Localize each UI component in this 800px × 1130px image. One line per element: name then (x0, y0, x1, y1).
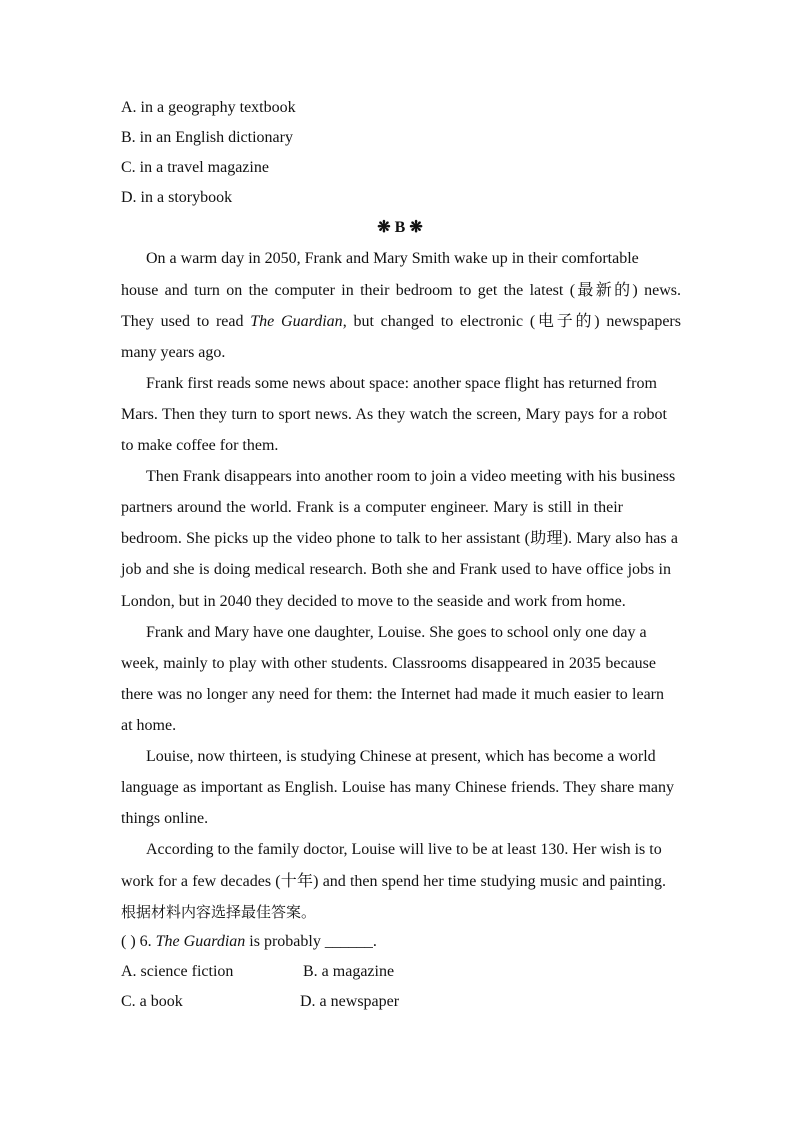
passage-line: week, mainly to play with other students. Classrooms disappeared in 2035 because (121, 655, 656, 672)
option-a: A. science fiction (121, 963, 234, 980)
passage-line: London, but in 2040 they decided to move to the seaside and work from home. (121, 593, 626, 610)
passage-line: Then Frank disappears into another room to join a video meeting with his business (146, 468, 676, 485)
question-italic-title: The Guardian (155, 933, 246, 950)
passage-line: According to the family doctor, Louise will live to be at least 130. Her wish is to (146, 841, 662, 858)
passage-line: Frank and Mary have one daughter, Louise. She goes to school only one day a (146, 624, 647, 641)
question-stem: is probably ______. (245, 933, 377, 950)
passage-line: many years ago. (121, 344, 226, 361)
question-number: ( ) 6. (121, 933, 156, 950)
passage-line: there was no longer any need for them: the Internet had made it much easier to learn (121, 686, 664, 703)
option-d: D. a newspaper (300, 993, 400, 1010)
question-6 (121, 932, 377, 952)
prev-option-a: A. in a geography textbook (121, 99, 296, 116)
passage-line: Louise, now thirteen, is studying Chinese at present, which has become a world (146, 748, 656, 765)
passage-line: On a warm day in 2050, Frank and Mary Smith wake up in their comfortable (146, 250, 639, 267)
instruction-text: 根据材料内容选择最佳答案。 (121, 903, 317, 921)
passage-line: language as important as English. Louise has many Chinese friends. They share many (121, 779, 674, 796)
option-b: B. a magazine (303, 963, 395, 980)
passage-line: house and turn on the computer in their bedroom to get the latest (最新的) news. (121, 282, 681, 299)
prev-option-b: B. in an English dictionary (121, 129, 293, 146)
passage-line: Mars. Then they turn to sport news. As they watch the screen, Mary pays for a robot (121, 406, 667, 423)
passage-line: work for a few decades (十年) and then spend her time studying music and painting. (121, 873, 666, 890)
passage-line: bedroom. She picks up the video phone to talk to her assistant (助理). Mary also has a (121, 530, 678, 547)
option-c: C. a book (121, 993, 183, 1010)
newspaper-title: The Guardian (250, 313, 343, 330)
section-heading: ❋ B ❋ (377, 219, 423, 236)
passage-text: , but changed to electronic (电子的) newspapers (342, 313, 681, 330)
passage-line: Frank first reads some news about space: another space flight has returned from (146, 375, 657, 392)
passage-text: They used to read (121, 313, 251, 330)
passage-line (121, 312, 681, 332)
passage-line: job and she is doing medical research. Both she and Frank used to have office jobs in (121, 561, 671, 578)
passage-line: to make coffee for them. (121, 437, 279, 454)
passage-line: partners around the world. Frank is a computer engineer. Mary is still in their (121, 499, 623, 516)
passage-line: at home. (121, 717, 177, 734)
prev-option-d: D. in a storybook (121, 189, 233, 206)
prev-option-c: C. in a travel magazine (121, 159, 269, 176)
passage-line: things online. (121, 810, 209, 827)
